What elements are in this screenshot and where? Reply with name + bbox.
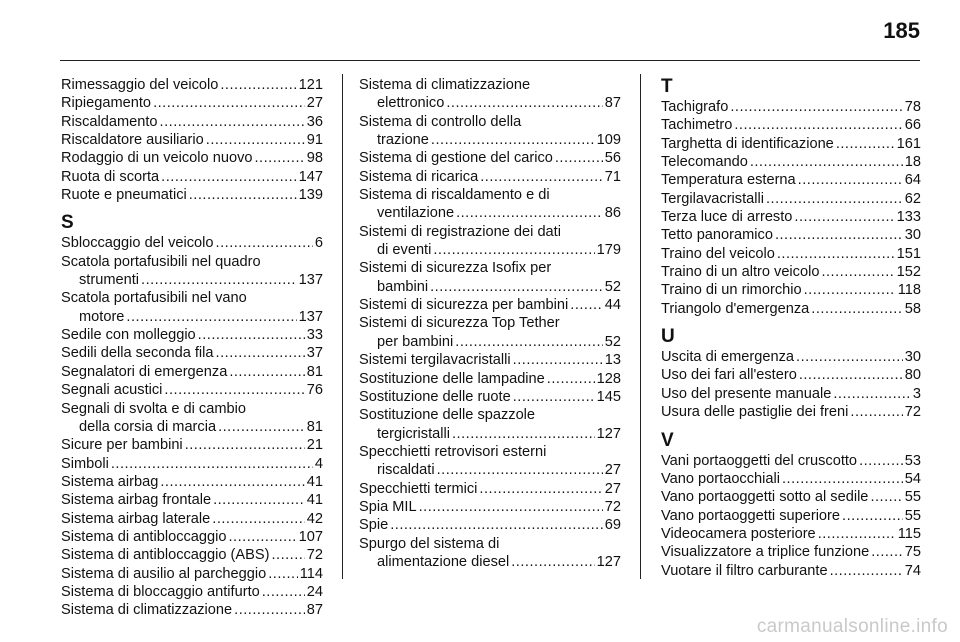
dot-leader (185, 436, 305, 454)
entry-page: 114 (299, 565, 323, 582)
dot-leader (480, 168, 603, 186)
entry-title: riscaldati (377, 462, 435, 479)
entry-page: 107 (298, 528, 323, 545)
entry-title: Ruota di scorta (61, 168, 160, 185)
index-entry (661, 190, 921, 208)
entry-title: Spie (359, 517, 389, 534)
dot-leader (775, 226, 903, 244)
index-entry (359, 168, 621, 186)
entry-page: 137 (298, 272, 323, 289)
index-entry (661, 208, 921, 226)
entry-title: Traino del veicolo (661, 245, 775, 262)
index-entry (661, 281, 921, 299)
entry-page: 87 (604, 95, 621, 112)
entry-title: Usura delle pastiglie dei freni (661, 404, 849, 421)
entry-page: 66 (904, 117, 921, 134)
index-entry (61, 326, 323, 344)
dot-leader (859, 452, 903, 470)
entry-title: Vano portaoggetti sotto al sedile (661, 489, 869, 506)
dot-leader (750, 153, 903, 171)
dot-leader (555, 149, 603, 167)
index-entry (359, 351, 621, 369)
entry-page: 91 (306, 132, 323, 149)
dot-leader (437, 461, 603, 479)
entry-title: Videocamera posteriore (661, 525, 816, 542)
entry-title: strumenti (79, 272, 140, 289)
index-entry (661, 226, 921, 244)
entry-page: 87 (306, 602, 323, 619)
dot-leader (229, 363, 304, 381)
entry-page: 52 (604, 278, 621, 295)
entry-page: 52 (604, 333, 621, 350)
dot-leader (262, 583, 305, 601)
index-group (661, 98, 921, 318)
entry-title: Tachigrafo (661, 99, 729, 115)
index-entry (61, 131, 323, 149)
dot-leader (419, 498, 603, 516)
index-entry (359, 461, 621, 479)
entry-title: Riscaldatore ausiliario (61, 132, 204, 149)
entry-title: Sistema airbag (61, 473, 159, 490)
index-entry (61, 546, 323, 564)
dot-leader (479, 480, 602, 498)
entry-title: della corsia di marcia (79, 418, 217, 435)
dot-leader (777, 245, 895, 263)
entry-title: Tetto panoramico (661, 227, 773, 244)
index-entry (661, 300, 921, 318)
entry-page: 78 (904, 99, 921, 115)
index-entry (661, 470, 921, 488)
index-entry (661, 135, 921, 153)
entry-page: 145 (596, 388, 621, 405)
index-entry (359, 498, 621, 516)
entry-title: Sistema airbag laterale (61, 510, 211, 527)
index-entry (61, 491, 323, 509)
entry-title: Sistema di bloccaggio antifurto (61, 583, 260, 600)
dot-leader (455, 333, 603, 351)
entry-page: 72 (306, 547, 323, 564)
dot-leader (216, 344, 305, 362)
entry-page: 3 (912, 385, 921, 402)
entry-page: 147 (298, 168, 323, 185)
index-entry (61, 149, 323, 167)
entry-page: 37 (306, 345, 323, 362)
entry-title: Ruote e pneumatici (61, 187, 187, 204)
index-entry (61, 186, 323, 204)
entry-page: 41 (306, 473, 323, 490)
index-entry-line: Sistemi di sicurezza Top Tether (359, 315, 560, 332)
dot-leader (836, 135, 895, 153)
index-entry (61, 473, 323, 491)
index-entry-line: Scatola portafusibili nel vano (61, 290, 247, 307)
index-group (661, 452, 921, 580)
dot-leader (160, 473, 304, 491)
entry-title: Tergilavacristalli (661, 190, 764, 207)
entry-page: 118 (897, 282, 921, 299)
dot-leader (126, 308, 296, 326)
entry-title: trazione (377, 132, 429, 149)
index-entry (359, 370, 621, 388)
entry-title: Segnali acustici (61, 382, 163, 399)
dot-leader (871, 543, 903, 561)
index-entry (61, 418, 323, 436)
entry-title: Vani portaoggetti del cruscotto (661, 452, 858, 469)
index-entry-line: Segnali di svolta e di cambio (61, 400, 246, 417)
entry-page: 127 (596, 553, 621, 570)
entry-page: 30 (904, 227, 921, 244)
index-entry (359, 333, 621, 351)
section-letter-t: T (661, 76, 673, 97)
index-entry-line: Sistema di riscaldamento e di (359, 187, 550, 204)
index-group (661, 348, 921, 421)
entry-page: 42 (306, 510, 323, 527)
entry-title: Sistema di ricarica (359, 168, 479, 185)
entry-page: 75 (904, 544, 921, 561)
entry-page: 53 (904, 452, 921, 469)
entry-page: 139 (298, 187, 323, 204)
entry-title: Specchietti termici (359, 480, 478, 497)
entry-title: Sistema di antibloccaggio (ABS) (61, 547, 270, 564)
entry-title: Sedili della seconda fila (61, 345, 214, 362)
index-entry (61, 381, 323, 399)
entry-title: Sbloccaggio del veicolo (61, 235, 214, 252)
index-entry-line: Sostituzione delle spazzole (359, 407, 536, 424)
entry-page: 161 (896, 135, 921, 152)
entry-title: Rodaggio di un veicolo nuovo (61, 150, 253, 167)
index-entry (359, 480, 621, 498)
index-group (359, 351, 621, 406)
entry-page: 41 (306, 492, 323, 509)
index-entry (61, 601, 323, 619)
watermark: carmanualsonline.info (756, 616, 948, 637)
page-number: 185 (883, 18, 920, 43)
entry-title: Simboli (61, 455, 109, 472)
entry-title: Sostituzione delle lampadine (359, 370, 545, 387)
entry-title: Rimessaggio del veicolo (61, 77, 219, 93)
dot-leader (268, 565, 297, 583)
entry-page: 27 (604, 462, 621, 479)
index-entry (61, 76, 323, 94)
entry-page: 13 (604, 352, 621, 369)
dot-leader (513, 388, 595, 406)
entry-title: Sistema di antibloccaggio (61, 528, 227, 545)
entry-title: Temperatura esterna (661, 172, 796, 189)
index-entry (661, 366, 921, 384)
section-letter-s: S (61, 212, 74, 234)
index-entry (359, 553, 621, 571)
entry-title: di eventi (377, 242, 432, 259)
index-entry (61, 113, 323, 131)
dot-leader (452, 425, 595, 443)
dot-leader (842, 507, 903, 525)
index-entry (359, 425, 621, 443)
entry-page: 98 (306, 150, 323, 167)
entry-page: 36 (306, 113, 323, 130)
dot-leader (164, 381, 304, 399)
dot-leader (850, 403, 902, 421)
dot-leader (433, 241, 594, 259)
index-entry (61, 565, 323, 583)
entry-page: 86 (604, 205, 621, 222)
dot-leader (430, 278, 603, 296)
entry-page: 30 (904, 349, 921, 366)
index-entry (61, 528, 323, 546)
entry-page: 128 (596, 370, 621, 387)
entry-page: 74 (904, 562, 921, 579)
index-entry (661, 116, 921, 134)
index-entry (661, 263, 921, 281)
entry-title: Sistema airbag frontale (61, 492, 212, 509)
index-entry (661, 562, 921, 580)
entry-title: Traino di un rimorchio (661, 282, 802, 299)
dot-leader (141, 271, 297, 289)
index-entry-line: Sistemi di registrazione dei dati (359, 223, 561, 240)
index-entry (661, 488, 921, 506)
entry-title: Terza luce di arresto (661, 209, 793, 226)
dot-leader (821, 263, 894, 281)
entry-title: Sedile con molleggio (61, 327, 196, 344)
index-entry (359, 131, 621, 149)
index-entry (359, 94, 621, 112)
index-column-1 (61, 76, 323, 620)
index-entry-line: Sistema di controllo della (359, 113, 522, 130)
dot-leader (570, 296, 603, 314)
index-entry (61, 363, 323, 381)
entry-page: 64 (904, 172, 921, 189)
entry-title: per bambini (377, 333, 454, 350)
entry-page: 137 (298, 308, 323, 325)
index-group (359, 149, 621, 186)
entry-page: 55 (904, 507, 921, 524)
entry-page: 4 (314, 455, 323, 472)
index-entry (661, 507, 921, 525)
dot-leader (734, 116, 902, 134)
index-entry (359, 149, 621, 167)
entry-title: ventilazione (377, 205, 455, 222)
entry-page: 72 (904, 404, 921, 421)
index-group (61, 76, 323, 204)
entry-page: 151 (896, 245, 921, 262)
dot-leader (271, 546, 304, 564)
index-entry (61, 510, 323, 528)
entry-title: Sistemi di sicurezza per bambini (359, 297, 569, 314)
entry-title: Ripiegamento (61, 95, 152, 112)
entry-title: Sostituzione delle ruote (359, 388, 511, 405)
entry-title: elettronico (377, 95, 445, 112)
entry-title: tergicristalli (377, 425, 450, 442)
entry-page: 27 (604, 480, 621, 497)
entry-page: 55 (904, 489, 921, 506)
dot-leader (431, 131, 595, 149)
entry-page: 6 (314, 235, 323, 252)
entry-title: Uscita di emergenza (661, 349, 795, 366)
entry-page: 69 (604, 517, 621, 534)
dot-leader (390, 516, 603, 534)
dot-leader (213, 491, 305, 509)
dot-leader (766, 190, 903, 208)
index-entry-line: Spurgo del sistema di (359, 535, 500, 552)
entry-page: 76 (306, 382, 323, 399)
index-entry (359, 241, 621, 259)
entry-page: 18 (904, 154, 921, 171)
dot-leader (870, 488, 902, 506)
entry-page: 54 (904, 470, 921, 487)
dot-leader (811, 300, 902, 318)
entry-title: Uso del presente manuale (661, 385, 832, 402)
entry-title: Telecomando (661, 154, 748, 171)
dot-leader (804, 281, 896, 299)
index-entry (61, 168, 323, 186)
dot-leader (513, 351, 603, 369)
entry-title: motore (79, 308, 125, 325)
entry-page: 56 (604, 150, 621, 167)
index-entry (61, 583, 323, 601)
index-entry (359, 278, 621, 296)
dot-leader (798, 171, 903, 189)
dot-leader (511, 553, 594, 571)
column-divider (342, 74, 343, 579)
dot-leader (198, 326, 305, 344)
index-entry (661, 153, 921, 171)
index-group (61, 436, 323, 619)
dot-leader (446, 94, 602, 112)
entry-page: 80 (904, 367, 921, 384)
entry-title: Targhetta di identificazione (661, 135, 834, 152)
index-entry (61, 344, 323, 362)
entry-page: 72 (604, 498, 621, 515)
entry-page: 21 (306, 437, 323, 454)
dot-leader (782, 470, 903, 488)
index-entry (61, 436, 323, 454)
entry-page: 81 (306, 418, 323, 435)
entry-title: Sistema di climatizzazione (61, 602, 233, 619)
dot-leader (799, 366, 903, 384)
column-divider (640, 74, 641, 579)
dot-leader (794, 208, 894, 226)
dot-leader (254, 149, 304, 167)
entry-title: Vuotare il filtro carburante (661, 562, 828, 579)
index-group (359, 480, 621, 535)
entry-title: Vano portaoggetti superiore (661, 507, 841, 524)
entry-page: 58 (904, 300, 921, 317)
index-entry (661, 525, 921, 543)
index-entry-line: Sistema di climatizzazione (359, 77, 531, 93)
dot-leader (161, 168, 296, 186)
entry-title: Tachimetro (661, 117, 733, 134)
section-letter-v: V (661, 429, 674, 451)
index-entry (661, 171, 921, 189)
dot-leader (730, 98, 902, 116)
dot-leader (830, 562, 903, 580)
header-rule (60, 60, 920, 61)
entry-page: 127 (596, 425, 621, 442)
entry-title: Triangolo d'emergenza (661, 300, 810, 317)
entry-title: bambini (377, 278, 429, 295)
dot-leader (216, 234, 313, 252)
index-entry (61, 455, 323, 473)
index-entry (661, 403, 921, 421)
dot-leader (456, 204, 603, 222)
entry-page: 27 (306, 95, 323, 112)
index-column-3 (661, 76, 921, 580)
dot-leader (212, 510, 305, 528)
entry-title: Sicure per bambini (61, 437, 183, 454)
index-entry-line: Specchietti retrovisori esterni (359, 443, 547, 460)
dot-leader (547, 370, 595, 388)
dot-leader (796, 348, 903, 366)
index-entry (61, 308, 323, 326)
entry-title: Traino di un altro veicolo (661, 264, 820, 281)
entry-title: Riscaldamento (61, 113, 158, 130)
entry-title: alimentazione diesel (377, 553, 510, 570)
entry-title: Sistema di ausilio al parcheggio (61, 565, 267, 582)
index-entry (359, 516, 621, 534)
entry-page: 81 (306, 363, 323, 380)
index-entry (661, 543, 921, 561)
dot-leader (206, 131, 305, 149)
index-group (61, 326, 323, 399)
index-entry-line: Sistemi di sicurezza Isofix per (359, 260, 552, 277)
section-letter-u: U (661, 326, 675, 348)
entry-page: 109 (596, 132, 621, 149)
dot-leader (153, 94, 305, 112)
index-column-2 (359, 76, 621, 571)
entry-page: 121 (298, 77, 323, 93)
entry-title: Vano portaocchiali (661, 470, 780, 487)
dot-leader (160, 113, 305, 131)
dot-leader (818, 525, 896, 543)
index-entry (661, 385, 921, 403)
entry-title: Visualizzatore a triplice funzione (661, 544, 870, 561)
index-entry (661, 348, 921, 366)
entry-page: 62 (904, 190, 921, 207)
index-entry-line: Scatola portafusibili nel quadro (61, 253, 261, 270)
entry-title: Sistemi tergilavacristalli (359, 352, 511, 369)
entry-page: 71 (604, 168, 621, 185)
dot-leader (833, 385, 911, 403)
dot-leader (111, 455, 313, 473)
index-entry (61, 234, 323, 252)
entry-title: Spia MIL (359, 498, 417, 515)
entry-title: Segnalatori di emergenza (61, 363, 228, 380)
dot-leader (220, 76, 296, 94)
dot-leader (229, 528, 297, 546)
index-entry (359, 388, 621, 406)
dot-leader (218, 418, 305, 436)
dot-leader (189, 186, 297, 204)
entry-page: 152 (896, 264, 921, 281)
entry-page: 179 (596, 242, 621, 259)
entry-page: 44 (604, 297, 621, 314)
entry-page: 33 (306, 327, 323, 344)
index-entry (61, 271, 323, 289)
entry-title: Sistema di gestione del carico (359, 150, 553, 167)
entry-title: Uso dei fari all'estero (661, 367, 797, 384)
index-entry (61, 94, 323, 112)
index-entry (359, 204, 621, 222)
dot-leader (234, 601, 305, 619)
entry-page: 24 (306, 583, 323, 600)
index-entry (661, 452, 921, 470)
entry-page: 133 (896, 209, 921, 226)
index-entry (661, 98, 921, 116)
index-entry (661, 245, 921, 263)
index-entry (359, 296, 621, 314)
entry-page: 115 (897, 525, 921, 542)
